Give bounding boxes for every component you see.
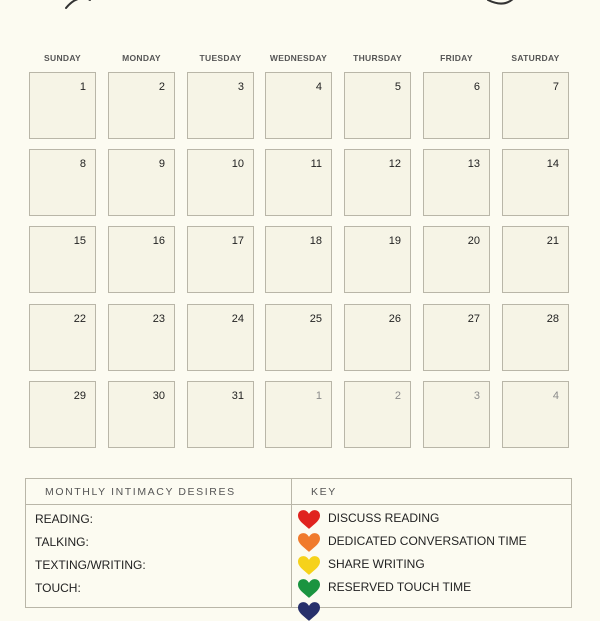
day-number: 20 (467, 235, 480, 247)
day-number: 19 (388, 235, 401, 247)
panel-header-divider (26, 504, 571, 505)
day-number: 6 (473, 81, 480, 93)
weekday-thursday: THURSDAY (353, 53, 402, 63)
day-cell[interactable] (502, 72, 569, 139)
day-cell[interactable] (187, 304, 254, 371)
day-number: 10 (231, 158, 244, 170)
day-cell[interactable] (29, 304, 96, 371)
heart-icon (298, 533, 320, 552)
day-cell[interactable] (265, 304, 332, 371)
desire-label: TALKING: (35, 535, 89, 549)
day-number: 3 (473, 390, 480, 402)
day-number: 4 (552, 390, 559, 402)
day-number: 16 (152, 235, 165, 247)
day-number: 11 (310, 158, 322, 170)
day-cell[interactable] (187, 149, 254, 216)
day-number: 29 (73, 390, 86, 402)
day-cell[interactable] (187, 226, 254, 293)
key-label: SHARE WRITING (328, 557, 425, 571)
day-cell[interactable] (108, 226, 175, 293)
day-cell[interactable] (29, 381, 96, 448)
key-label: DISCUSS READING (328, 511, 440, 525)
day-cell[interactable] (108, 304, 175, 371)
day-cell[interactable] (344, 72, 411, 139)
weekday-monday: MONDAY (122, 53, 161, 63)
day-cell[interactable] (344, 304, 411, 371)
day-cell-next-month[interactable] (344, 381, 411, 448)
day-number: 26 (388, 313, 401, 325)
day-cell[interactable] (265, 226, 332, 293)
heart-icon (298, 556, 320, 575)
day-number: 18 (309, 235, 322, 247)
day-cell-next-month[interactable] (423, 381, 490, 448)
key-heading: KEY (311, 486, 337, 498)
day-cell[interactable] (187, 381, 254, 448)
day-number: 9 (158, 158, 165, 170)
day-number: 23 (152, 313, 165, 325)
day-cell[interactable] (344, 226, 411, 293)
day-cell[interactable] (423, 226, 490, 293)
day-number: 4 (315, 81, 322, 93)
desire-label: TOUCH: (35, 581, 81, 595)
day-number: 21 (546, 235, 559, 247)
day-number: 1 (315, 390, 322, 402)
day-cell[interactable] (502, 304, 569, 371)
weekday-sunday: SUNDAY (44, 53, 81, 63)
desire-label: TEXTING/WRITING: (35, 558, 146, 572)
day-number: 31 (231, 390, 244, 402)
day-cell-next-month[interactable] (265, 381, 332, 448)
weekday-friday: FRIDAY (440, 53, 473, 63)
day-number: 14 (546, 158, 559, 170)
day-number: 13 (467, 158, 480, 170)
day-cell[interactable] (29, 72, 96, 139)
day-number: 17 (231, 235, 244, 247)
desires-heading: MONTHLY INTIMACY DESIRES (45, 486, 236, 498)
day-cell[interactable] (108, 149, 175, 216)
day-number: 7 (552, 81, 559, 93)
intimacy-panel (25, 478, 572, 608)
day-number: 28 (546, 313, 559, 325)
day-cell[interactable] (423, 149, 490, 216)
day-number: 22 (73, 313, 86, 325)
day-number: 27 (467, 313, 480, 325)
panel-column-divider (291, 479, 292, 607)
day-cell[interactable] (108, 72, 175, 139)
day-cell[interactable] (265, 149, 332, 216)
day-cell[interactable] (423, 304, 490, 371)
heart-icon (298, 579, 320, 598)
day-cell[interactable] (344, 149, 411, 216)
weekday-saturday: SATURDAY (511, 53, 560, 63)
key-label: DEDICATED CONVERSATION TIME (328, 534, 527, 548)
day-cell[interactable] (108, 381, 175, 448)
key-item (298, 600, 568, 620)
day-cell[interactable] (502, 149, 569, 216)
key-item (298, 508, 568, 528)
day-cell[interactable] (29, 149, 96, 216)
day-number: 15 (73, 235, 86, 247)
weekday-wednesday: WEDNESDAY (269, 53, 328, 63)
key-item (298, 577, 568, 597)
day-number: 24 (231, 313, 244, 325)
day-cell[interactable] (29, 226, 96, 293)
day-number: 2 (394, 390, 401, 402)
day-number: 5 (394, 81, 401, 93)
day-cell[interactable] (423, 72, 490, 139)
key-label: RESERVED TOUCH TIME (328, 580, 472, 594)
desire-label: READING: (35, 512, 94, 526)
heart-icon (298, 602, 320, 621)
day-number: 2 (158, 81, 165, 93)
day-number: 25 (309, 313, 322, 325)
day-number: 30 (152, 390, 165, 402)
day-number: 3 (237, 81, 244, 93)
day-cell-next-month[interactable] (502, 381, 569, 448)
day-cell[interactable] (187, 72, 254, 139)
day-number: 8 (79, 158, 86, 170)
day-cell[interactable] (265, 72, 332, 139)
day-cell[interactable] (502, 226, 569, 293)
weekday-tuesday: TUESDAY (199, 53, 242, 63)
day-number: 1 (79, 81, 86, 93)
key-item (298, 554, 568, 574)
day-number: 12 (388, 158, 401, 170)
key-item (298, 531, 568, 551)
heart-icon (298, 510, 320, 529)
